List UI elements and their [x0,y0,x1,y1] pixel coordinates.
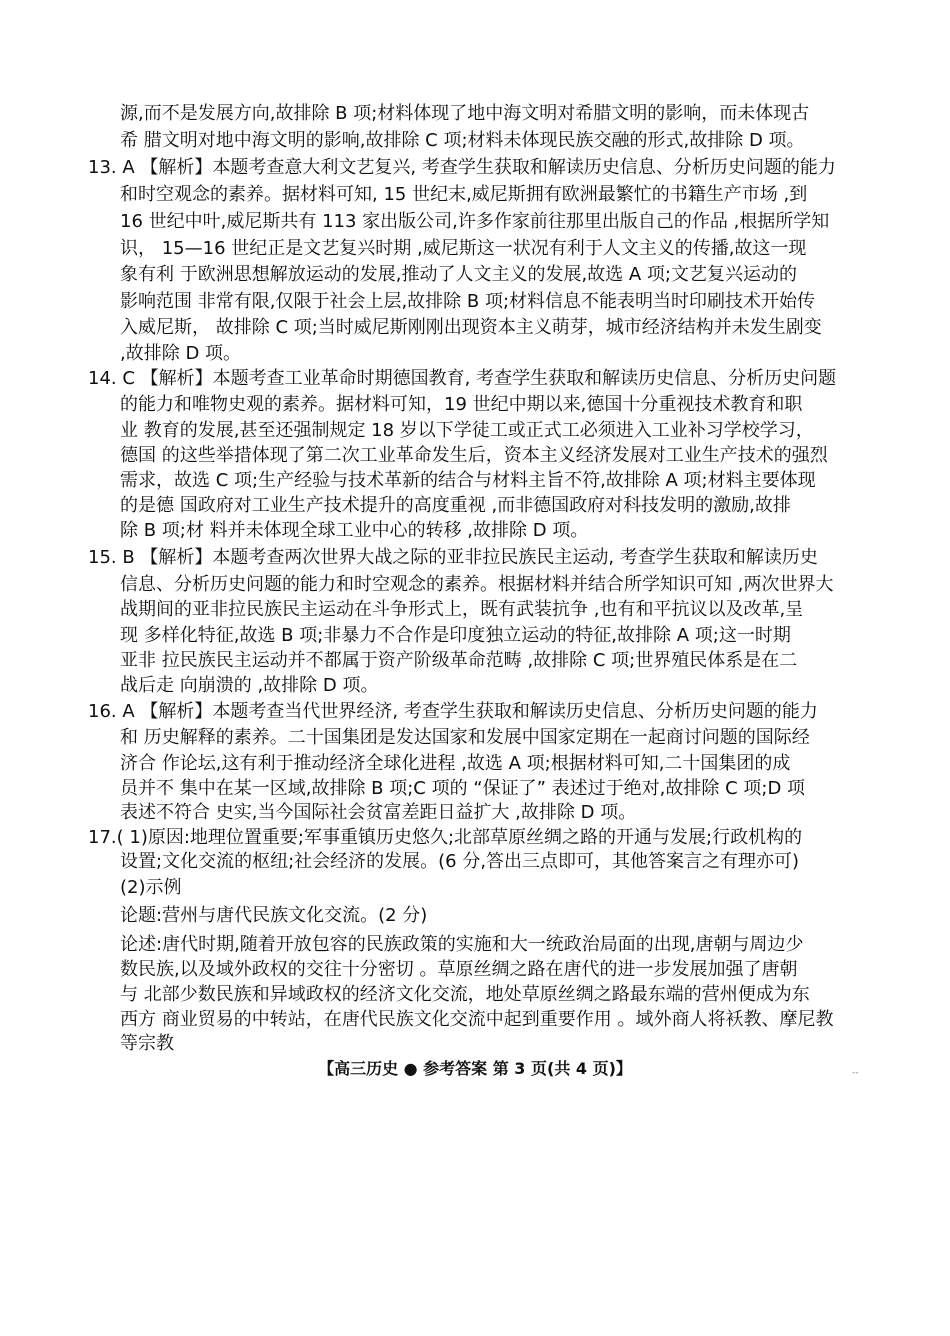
text-line: 除 B 项;材 料并未体现全球工业中心的转移 ,故排除 D 项。 [120,520,589,541]
text-line: 德国 的这些举措体现了第二次工业革命发生后，资本主义经济发展对工业生产技术的强烈 [120,445,828,466]
text-line: 13. A 【解析】本题考查意大利文艺复兴, 考查学生获取和解读历史信息、分析历史问题的能力 [88,157,836,178]
text-line: 16. A 【解析】本题考查当代世界经济, 考查学生获取和解读历史信息、分析历史问题的能力 [88,701,818,722]
text-line: 识， 15—16 世纪正是文艺复兴时期 ,威尼斯这一状况有利于人文主义的传播,故这一现 [120,238,807,259]
text-line: (2)示例 [120,877,182,898]
text-line: 和时空观念的素养。据材料可知, 15 世纪末,威尼斯拥有欧洲最繁忙的书籍生产市场 ,到 [120,184,808,205]
text-line: 数民族,以及域外政权的交往十分密切 。草原丝绸之路在唐代的进一步发展加强了唐朝 [120,959,798,980]
text-line: 业 教育的发展,甚至还强制规定 18 岁以下学徒工或正式工必须进入工业补习学校学习， [120,420,814,441]
text-line: ,故排除 D 项。 [120,343,242,364]
text-line: 入威尼斯， 故排除 C 项;当时威尼斯刚刚出现资本主义萌芽，城市经济结构并未发生剧变 [120,317,822,338]
text-line: 信息、分析历史问题的能力和时空观念的素养。根据材料并结合所学知识可知 ,两次世界大 [120,574,834,595]
text-line: 表述不符合 史实,当今国际社会贫富差距日益扩大 ,故排除 D 项。 [120,802,637,823]
text-line: 亚非 拉民族民主运动并不都属于资产阶级革命范畴 ,故排除 C 项;世界殖民体系是在二 [120,650,798,671]
text-line: 17.( 1)原因:地理位置重要;军事重镇历史悠久;北部草原丝绸之路的开通与发展;行政机构的 [88,827,803,848]
text-line: 战期间的亚非拉民族民主运动在斗争形式上，既有武装抗争 ,也有和平抗议以及改革,呈 [120,599,804,620]
text-line: 等宗教 [120,1033,174,1054]
text-line: 战后走 向崩溃的 ,故排除 D 项。 [120,675,379,696]
text-line: 源,而不是发展方向,故排除 B 项;材料体现了地中海文明对希腊文明的影响，而未体现古 [120,103,810,124]
text-line: 设置;文化交流的枢纽;社会经济的发展。(6 分,答出三点即可，其他答案言之有理亦可) [120,851,800,872]
text-line: 14. C 【解析】本题考查工业革命时期德国教育, 考查学生获取和解读历史信息、分析历史问题 [88,368,837,389]
text-line: 济合 作论坛,这有利于推动经济全球化进程 ,故选 A 项;根据材料可知,二十国集团的成 [120,753,791,774]
text-line: 的是德 国政府对工业生产技术提升的高度重视 ,而非德国政府对科技发明的激励,故排 [120,495,791,516]
page-footer: 【高三历史 ● 参考答案 第 3 页(共 4 页)】 [318,1059,632,1078]
text-line: 需求，故选 C 项;生产经验与技术革新的结合与材料主旨不符,故排除 A 项;材料主要体现 [120,470,816,491]
text-line: 的能力和唯物史观的素养。据材料可知，19 世纪中期以来,德国十分重视技术教育和职 [120,394,803,415]
text-line: 16 世纪中叶,威尼斯共有 113 家出版公司,许多作家前往那里出版自己的作品 ,根据所学知 [120,211,830,232]
text-line: 论述:唐代时期,随着开放包容的民族政策的实施和大一统政治局面的出现,唐朝与周边少 [120,934,804,955]
text-line: 希 腊文明对地中海文明的影响,故排除 C 项;材料未体现民族交融的形式,故排除 D 项。 [120,130,805,151]
text-line: 和 历史解释的素养。二十国集团是发达国家和发展中国家定期在一起商讨问题的国际经 [120,727,810,748]
text-line: 西方 商业贸易的中转站，在唐代民族文化交流中起到重要作用 。域外商人将袄教、摩尼教 [120,1009,834,1030]
corner-mark: -- [852,1068,859,1078]
text-line: 员并不 集中在某一区域,故排除 B 项;C 项的 “保证了” 表述过于绝对,故排除 C 项;D 项 [120,778,806,799]
text-line: 现 多样化特征,故选 B 项;非暴力不合作是印度独立运动的特征,故排除 A 项;这一时期 [120,625,791,646]
text-line: 影响范围 非常有限,仅限于社会上层,故排除 B 项;材料信息不能表明当时印刷技术开始传 [120,291,816,312]
text-line: 象有利 于欧洲思想解放运动的发展,推动了人文主义的发展,故选 A 项;文艺复兴运动的 [120,264,797,285]
text-line: 论题:营州与唐代民族文化交流。(2 分) [120,905,428,926]
text-line: 15. B 【解析】本题考查两次世界大战之际的亚非拉民族民主运动, 考查学生获取和解读历史 [88,547,818,568]
text-line: 与 北部少数民族和异域政权的经济文化交流，地处草原丝绸之路最东端的营州便成为东 [120,984,810,1005]
